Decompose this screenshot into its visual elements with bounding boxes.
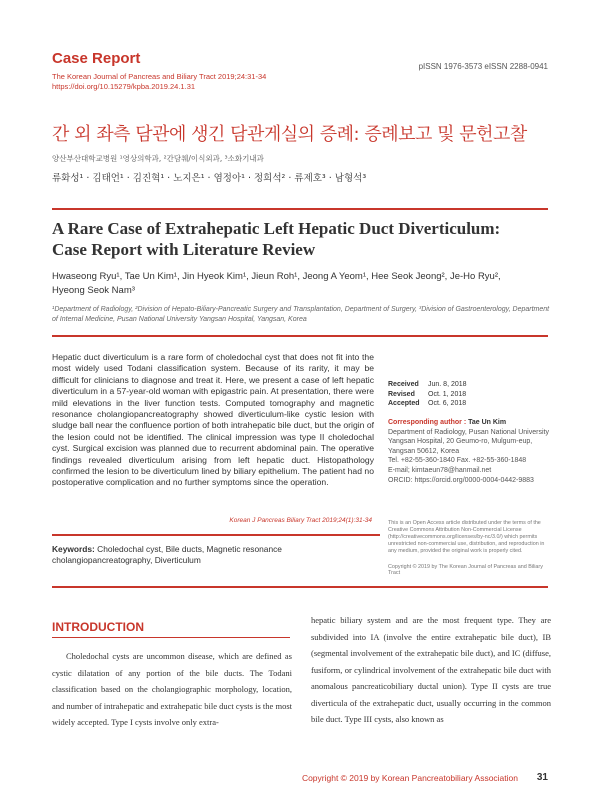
english-title-line-1: A Rare Case of Extrahepatic Left Hepatic Duct Diverticulum: [52, 219, 501, 238]
keywords [52, 544, 374, 567]
doi-link[interactable]: https://doi.org/10.15279/kpba.2019.24.1.31 [52, 82, 196, 91]
accepted-value: Oct. 6, 2018 [428, 400, 467, 407]
korean-authors: 류화성¹ · 김태언¹ · 김진혁¹ · 노지은¹ · 염정아¹ · 정희석² · 류제호³ · 남형석³ [52, 173, 367, 184]
abstract-divider [52, 534, 380, 536]
corresponding-name: Tae Un Kim [466, 419, 507, 426]
affiliation-divider [52, 335, 548, 337]
introduction-paragraph-2: hepatic biliary system and are the most frequent type. They are subdivided into IA (involve the entire extrahepatic bile duct), IB (segmental involvement of the extrahepatic bile duct), and IC (diffuse, fusiform, or cylindrical involvement of the extrahepatic bile duct with anomalous pancreaticobiliary ductal union). Type II cysts are true diverticula of the extrahepatic duct, usually occurring in the common bile duct. Type III cysts, also known as [311, 615, 551, 724]
introduction-underline [52, 637, 290, 638]
footer-copyright: Copyright © 2019 by Korean Pancreatobiliary Association [301, 773, 518, 783]
corresponding-address-1: Department of Radiology, Pusan National University [388, 428, 549, 436]
english-title-line-2: Case Report with Literature Review [52, 240, 316, 259]
abstract: Hepatic duct diverticulum is a rare form of choledochal cyst that does not fit into the most widely used Todani classification system. Because of its rarity, it may be difficult for clinicians to diagnose and treat it. Here, we present a case of left hepatic diverticulum in a 57-year-old woman with epigastric pain. At presentation, there were mild elevations in the liver function tests. Computed tomography and magnetic resonance cholangiopancreatography showed diverticulum-like cystic lesion with sludge ball near the confluence portion of both intrahepatic bile duct, but the origin of the lesion could not be identified. The clinical impression was type II choledochal cyst. Surgical excision was planned due to recurrent abdominal pain. The operative findings revealed diverticulum arising from left hepatic duct. Histopathology confirmed the lesion to be diverticulum lined by biliary epithelium. The patient had no postoperative complication and no further symptoms since the operation. [52, 352, 374, 488]
journal-citation-line: The Korean Journal of Pancreas and Biliary Tract 2019;24:31-34 [52, 72, 267, 81]
english-affiliation: ¹Department of Radiology, ²Division of Hepato-Biliary-Pancreatic Surgery and Transplantation, Department of Surgery, ³Division of Gastroenterology, Department of Internal Medicine, Pusan National University Yangsan Hospital, Yangsan, Korea [52, 306, 550, 323]
corresponding-address-3: Yangsan 50612, Korea [388, 447, 460, 455]
abstract-citation: Korean J Pancreas Biliary Tract 2019;24(1):31-34 [229, 517, 372, 524]
title-divider [52, 208, 548, 210]
accepted-label: Accepted [388, 400, 420, 407]
received-value: Jun. 8, 2018 [428, 381, 467, 388]
page-number: 31 [536, 772, 548, 783]
received-date [388, 380, 553, 390]
issn: pISSN 1976-3573 eISSN 2288-0941 [418, 62, 548, 71]
accepted-date [388, 399, 553, 409]
corresponding-author [388, 418, 553, 485]
introduction-column-1 [52, 648, 292, 731]
corresponding-email[interactable]: E-mail; kimtaeun78@hanmail.net [388, 466, 492, 474]
received-label: Received [388, 381, 419, 388]
license-notice: This is an Open Access article distributed under the terms of the Creative Commons Attribution Non-Commercial License (http://creativecommons.org/licenses/by-nc/3.0/) which permits unrestricted non-commercial use, distribution, and reproduction in any medium, provided the original work is properly cited. [388, 520, 545, 554]
corresponding-orcid[interactable]: ORCID: https://orcid.org/0000-0004-0442-9883 [388, 476, 534, 484]
article-type: Case Report [52, 50, 141, 67]
korean-title: 간 외 좌측 담관에 생긴 담관게실의 증례: 증례보고 및 문헌고찰 [52, 124, 527, 145]
corresponding-label: Corresponding author : [388, 419, 467, 426]
english-authors-line-1: Hwaseong Ryu¹, Tae Un Kim¹, Jin Hyeok Kim¹, Jieun Roh¹, Jeong A Yeom¹, Hee Seok Jeong², Je-Ho Ryu², [52, 271, 501, 282]
revised-label: Revised [388, 390, 415, 398]
body-divider [52, 586, 548, 588]
corresponding-address-2: Yangsan Hospital, 20 Geumo-ro, Mulgum-eup, [388, 438, 533, 446]
keywords-label: Keywords: [52, 544, 95, 554]
introduction-column-2 [311, 612, 551, 728]
journal-copyright: Copyright © 2019 by The Korean Journal of Pancreas and Biliary Tract [388, 564, 543, 576]
keywords-text: Choledochal cyst, Bile ducts, Magnetic resonance cholangiopancreatography, Diverticulum [52, 544, 282, 566]
introduction-heading: INTRODUCTION [52, 620, 144, 634]
revised-value: Oct. 1, 2018 [428, 390, 467, 398]
english-authors-line-2: Hyeong Seok Nam³ [52, 285, 135, 296]
introduction-paragraph-1: Choledochal cysts are uncommon disease, which are defined as cystic dilatation of any portion of the bile ducts. The Todani classification based on the cholangiographic morphology, location, and number of intrahepatic and extrahepatic bile duct cysts is the most widely accepted. Type I cysts involve only extra- [52, 651, 292, 727]
corresponding-phone: Tel. +82-55-360-1840 Fax. +82-55-360-1848 [388, 457, 527, 465]
english-title [52, 218, 552, 260]
english-authors [52, 270, 552, 298]
article-dates [388, 380, 553, 409]
revised-date [388, 390, 553, 400]
korean-affiliation: 양산부산대학교병원 ¹영상의학과, ²간담췌/이식외과, ³소화기내과 [52, 154, 264, 163]
